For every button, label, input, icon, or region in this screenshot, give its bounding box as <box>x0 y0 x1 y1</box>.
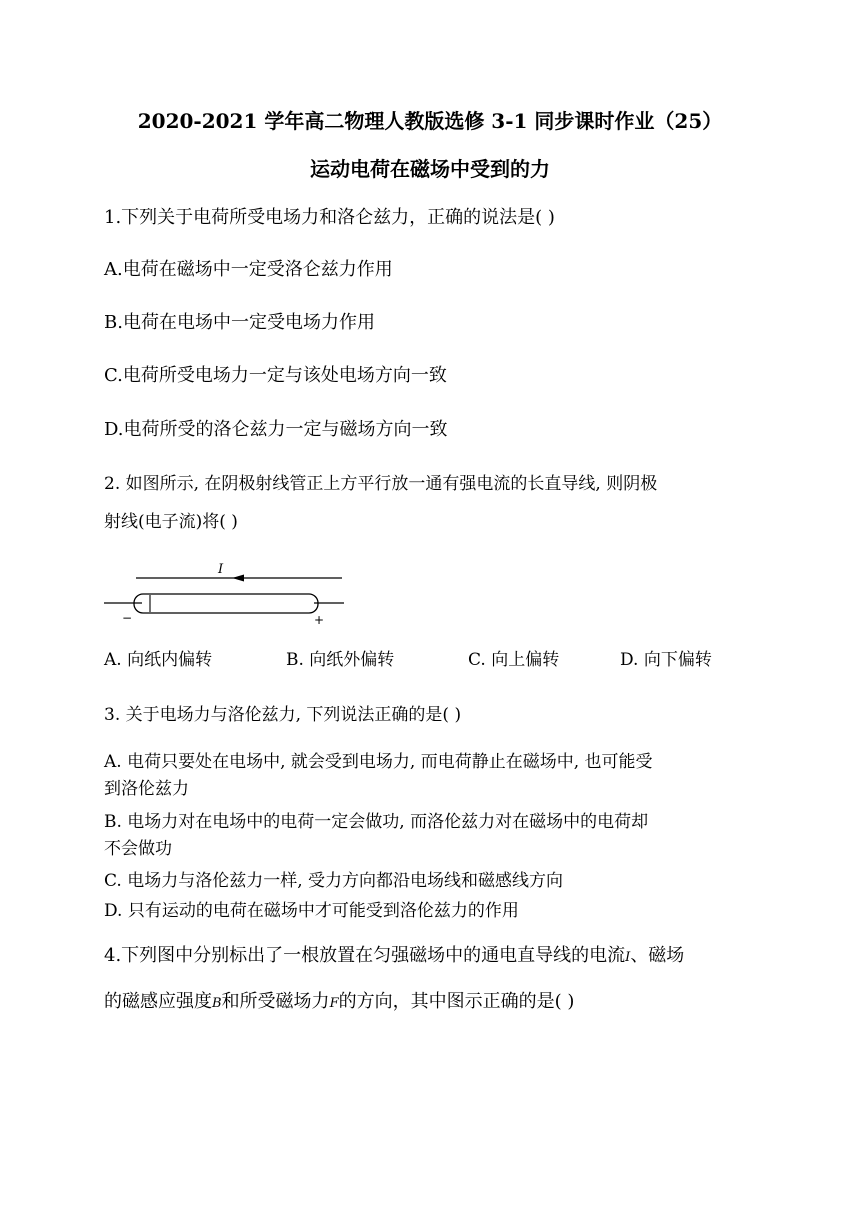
q4-line2-text-a: 的磁感应强度 <box>104 991 212 1012</box>
q1-option-b: B.电荷在电场中一定受电场力作用 <box>104 312 375 333</box>
q4-line2-text-c: 的方向，其中图示正确的是( ) <box>338 991 575 1012</box>
cathode-ray-tube-figure <box>100 560 360 630</box>
q1-option-d: D.电荷所受的洛仑兹力一定与磁场方向一致 <box>104 419 448 440</box>
document-subtitle: 运动电荷在磁场中受到的力 <box>310 157 550 181</box>
q3-option-d: D. 只有运动的电荷在磁场中才可能受到洛伦兹力的作用 <box>104 901 519 921</box>
plus-label: + <box>314 613 325 627</box>
q2-option-b: B. 向纸外偏转 <box>286 650 395 670</box>
current-label: I <box>218 562 224 577</box>
q4-line2-text-b: 和所受磁场力 <box>221 991 330 1012</box>
q3-option-a-line2: 到洛伦兹力 <box>104 779 189 799</box>
q4-line1-text-b: 、磁场 <box>630 945 685 966</box>
q2-stem-line2: 射线(电子流)将( ) <box>104 512 238 532</box>
q4-stem-line1 <box>104 944 684 970</box>
symbol-force: F <box>329 996 339 1011</box>
q1-option-c: C.电荷所受电场力一定与该处电场方向一致 <box>104 365 447 386</box>
symbol-magnetic-field: B <box>212 996 222 1011</box>
current-arrow-icon <box>232 575 244 582</box>
q2-option-c: C. 向上偏转 <box>468 650 560 670</box>
q4-line1-text-a: 4.下列图中分别标出了一根放置在匀强磁场中的通电直导线的电流 <box>104 945 626 966</box>
document-title: 2020-2021 学年高二物理人教版选修 3-1 同步课时作业（25） <box>137 109 723 133</box>
q3-option-a-line1: A. 电荷只要处在电场中, 就会受到电场力, 而电荷静止在磁场中, 也可能受 <box>104 752 653 772</box>
q3-option-b-line1: B. 电场力对在电场中的电荷一定会做功, 而洛伦兹力对在磁场中的电荷却 <box>104 812 649 832</box>
q2-option-d: D. 向下偏转 <box>620 650 712 670</box>
q4-stem-line2 <box>104 990 574 1016</box>
q3-option-c: C. 电场力与洛伦兹力一样, 受力方向都沿电场线和磁感线方向 <box>104 871 564 891</box>
minus-label: − <box>122 611 133 625</box>
symbol-current: I <box>625 950 631 965</box>
q1-option-a: A.电荷在磁场中一定受洛仑兹力作用 <box>104 259 393 280</box>
q1-stem: 1.下列关于电荷所受电场力和洛仑兹力，正确的说法是( ) <box>104 207 555 228</box>
q3-option-b-line2: 不会做功 <box>104 839 172 859</box>
tube-body <box>134 594 318 613</box>
q2-option-a: A. 向纸内偏转 <box>104 650 213 670</box>
q3-stem: 3. 关于电场力与洛伦兹力, 下列说法正确的是( ) <box>104 705 462 725</box>
q2-stem-line1: 2. 如图所示, 在阴极射线管正上方平行放一通有强电流的长直导线, 则阴极 <box>104 474 658 494</box>
